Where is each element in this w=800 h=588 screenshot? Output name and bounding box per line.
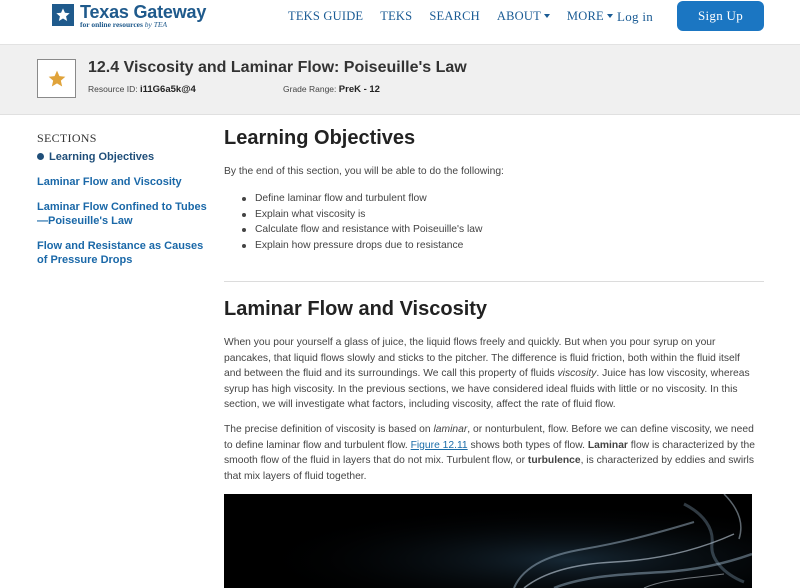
paragraph-2: The precise definition of viscosity is based on laminar, or nonturbulent, flow. Before we can define viscosity, we need to define laminar flow and turbulent flow. Figure 12.11 shows both types of flow. Laminar flow is characterized by the smooth flow of the fluid in layers that do not mix. Turbulent flow, or turbulence, is characterized by eddies and swirls that mix layers of fluid together. <box>224 424 755 482</box>
favorite-button[interactable] <box>37 59 76 98</box>
nav-teks[interactable]: TEKS <box>380 9 413 23</box>
chevron-down-icon <box>607 14 613 18</box>
figure-link[interactable]: Figure 12.11 <box>410 439 468 451</box>
objectives-list <box>240 191 760 253</box>
nav-about[interactable]: ABOUT <box>497 9 550 23</box>
resource-id: Resource ID: i11G6a5k@4 <box>88 84 196 95</box>
grade-range: Grade Range: PreK - 12 <box>283 84 380 95</box>
nav-teks-guide[interactable]: TEKS GUIDE <box>288 9 364 23</box>
smoke-flow-image <box>224 494 752 588</box>
list-item: Calculate flow and resistance with Poiseuille's law <box>240 222 760 238</box>
section-poiseuilles-law[interactable]: Laminar Flow Confined to Tubes—Poiseuille's Law <box>37 201 207 227</box>
list-item: Define laminar flow and turbulent flow <box>240 191 760 207</box>
section-laminar-flow[interactable]: Laminar Flow and Viscosity <box>37 176 182 188</box>
section-learning-objectives[interactable]: Learning Objectives <box>37 150 212 164</box>
sections-list <box>37 150 212 278</box>
objectives-intro: By the end of this section, you will be able to do the following: <box>224 166 504 177</box>
resource-header <box>0 45 800 115</box>
nav-links <box>288 9 630 23</box>
heading-learning-objectives: Learning Objectives <box>224 127 416 149</box>
main-content <box>224 125 764 482</box>
divider <box>224 281 764 282</box>
chevron-down-icon <box>544 14 550 18</box>
signup-button[interactable]: Sign Up <box>677 1 764 31</box>
sections-heading: SECTIONS <box>37 131 97 145</box>
logo-subtitle: for online resources by TEA <box>80 20 168 29</box>
logo-title: Texas Gateway <box>80 2 207 22</box>
paragraph-1: When you pour yourself a glass of juice, the liquid flows freely and quickly. But when you pour syrup on your pancakes, that liquid flows slowly and sticks to the pitcher. The difference is fluid friction, both within the fluid itself and between the fluid and its surroundings. We call this property of fluids viscosity. Juice has low viscosity, whereas syrup has high viscosity. In the previous sections, we have considered ideal fluids with little or no viscosity. In this section, we will investigate what factors, including viscosity, affect the rate of fluid flow. <box>224 337 750 410</box>
section-pressure-drops[interactable]: Flow and Resistance as Causes of Pressure Drops <box>37 240 204 266</box>
heading-laminar-flow: Laminar Flow and Viscosity <box>224 298 488 320</box>
list-item: Explain how pressure drops due to resistance <box>240 238 760 254</box>
texas-gateway-logo[interactable] <box>52 3 206 29</box>
top-nav <box>0 0 800 45</box>
login-link[interactable]: Log in <box>617 9 654 24</box>
list-item: Explain what viscosity is <box>240 207 760 223</box>
nav-search[interactable]: SEARCH <box>429 9 480 23</box>
resource-title: 12.4 Viscosity and Laminar Flow: Poiseuille's Law <box>88 59 467 76</box>
logo-star-icon <box>52 4 74 26</box>
star-icon <box>47 69 67 89</box>
nav-more[interactable]: MORE <box>567 9 613 23</box>
active-dot-icon <box>37 153 44 160</box>
